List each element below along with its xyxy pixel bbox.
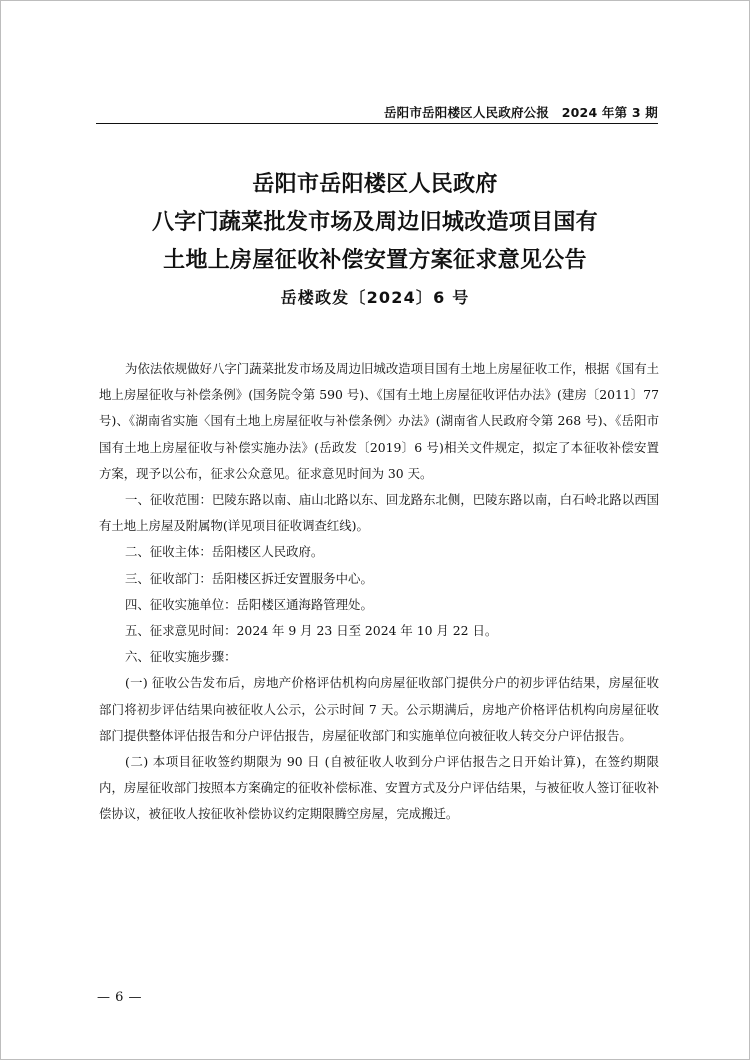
title-line-1: 岳阳市岳阳楼区人民政府 xyxy=(252,172,498,197)
running-header: 岳阳市岳阳楼区人民政府公报 2024 年第 3 期 xyxy=(383,105,658,120)
title-line-2: 八字门蔬菜批发市场及周边旧城改造项目国有 xyxy=(151,210,598,235)
header-rule xyxy=(96,123,658,124)
paragraph-scope: 一、征收范围：巴陵东路以南、庙山北路以东、回龙路东北侧，巴陵东路以南，白石岭北路以西国有土地上房屋及附属物(详见项目征收调查红线)。 xyxy=(99,492,659,534)
paragraph-subject: 二、征收主体：岳阳楼区人民政府。 xyxy=(125,544,324,560)
paragraph-comment-period: 五、征求意见时间：2024 年 9 月 23 日至 2024 年 10 月 22 日。 xyxy=(125,623,498,639)
page-number: — 6 — xyxy=(97,990,143,1005)
title-block xyxy=(60,166,690,310)
title-line-3: 土地上房屋征收补偿安置方案征求意见公告 xyxy=(163,248,587,273)
paragraph-step-1: (一) 征收公告发布后，房地产价格评估机构向房屋征收部门提供分户的初步评估结果，房屋征收部门将初步评估结果向被征收人公示，公示时间 7 天。公示期满后，房地产价格评估机构向房屋征收部门提供整体评估报告和分户评估报告，房屋征收部门和实施单位向被征收人转交分户评估报告。 xyxy=(99,675,659,743)
paragraph-intro: 为依法依规做好八字门蔬菜批发市场及周边旧城改造项目国有土地上房屋征收工作，根据《国有土地上房屋征收与补偿条例》(国务院令第 590 号)、《国有土地上房屋征收评估办法》(建房〔2011〕77 号)、《湖南省实施〈国有土地上房屋征收与补偿条例〉办法》(湖南省人民政府令第 268 号)、《岳阳市国有土地上房屋征收与补偿实施办法》(岳政发〔2019〕6 号)相关文件规定，拟定了本征收补偿安置方案，现予以公布，征求公众意见。征求意见时间为 30 天。 xyxy=(99,361,659,481)
paragraph-implementer: 四、征收实施单位：岳阳楼区通海路管理处。 xyxy=(125,596,373,612)
paragraph-steps-heading: 六、征收实施步骤： xyxy=(125,649,237,665)
document-body xyxy=(99,356,659,828)
paragraph-department: 三、征收部门：岳阳楼区拆迁安置服务中心。 xyxy=(125,570,373,586)
document-number: 岳楼政发〔2024〕6 号 xyxy=(280,288,470,307)
paragraph-step-2: (二) 本项目征收签约期限为 90 日 (自被征收人收到分户评估报告之日开始计算)，在签约期限内，房屋征收部门按照本方案确定的征收补偿标准、安置方式及分户评估结果，与被征收人签订征收补偿协议，被征收人按征收补偿协议约定期限腾空房屋，完成搬迁。 xyxy=(99,754,659,822)
